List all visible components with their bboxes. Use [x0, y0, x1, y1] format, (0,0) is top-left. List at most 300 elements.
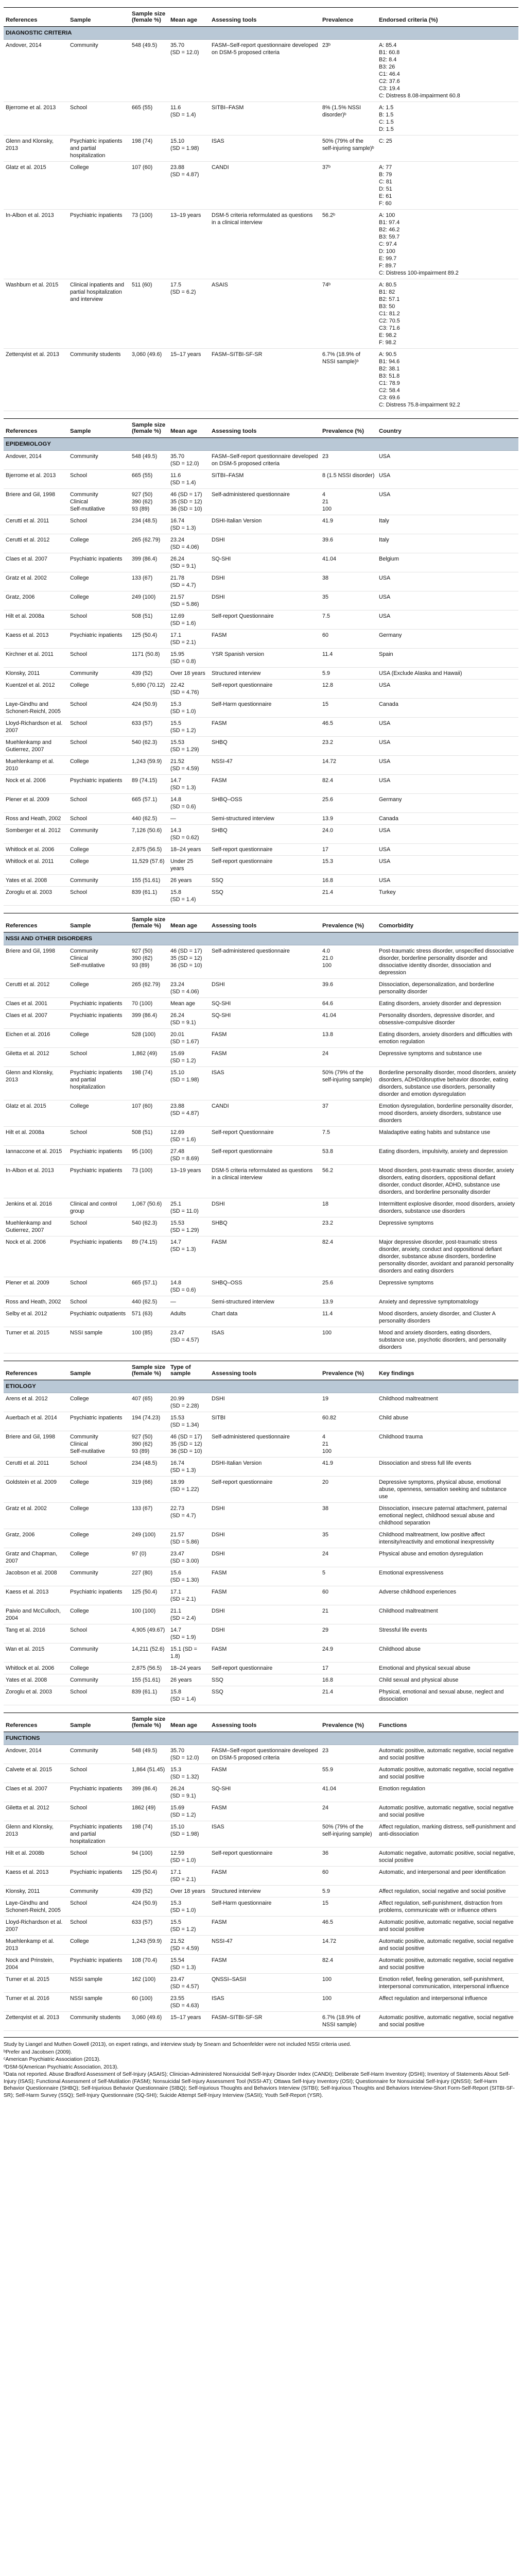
column-header: References	[4, 1361, 68, 1380]
table-cell: Bjerrome et al. 2013	[4, 470, 68, 489]
table-cell: 13.9	[320, 813, 377, 825]
table-cell: Turner et al. 2016	[4, 1993, 68, 2012]
table-cell: Clinical inpatients and partial hospitalization and interview	[68, 279, 130, 349]
table-cell: Psychiatric inpatients	[68, 1236, 130, 1277]
table-cell: Gratz, 2006	[4, 1529, 68, 1548]
footnote-line: Study by Liangel and Muthen Gowell (2013), on expert ratings, and interview study by Snearn and Schoenfelder were not included NSSI criteria used.	[4, 2042, 352, 2047]
table-cell: Mood disorders, anxiety disorder, and Cluster A personality disorders	[377, 1308, 518, 1327]
column-header: Mean age	[168, 1713, 210, 1732]
table-cell: Muehlenkamp et al. 2010	[4, 756, 68, 775]
table-cell: FASM	[210, 1236, 320, 1277]
column-header: Prevalence (%)	[320, 913, 377, 933]
table-cell: 107 (60)	[130, 162, 168, 210]
table-cell: 56.2	[320, 1165, 377, 1198]
column-header: Mean age	[168, 419, 210, 438]
table-cell: 1,067 (50.6)	[130, 1198, 168, 1217]
table-cell: USA	[377, 756, 518, 775]
header-row	[4, 8, 518, 27]
table-cell: College	[68, 1605, 130, 1624]
table-cell: DSHI-Italian Version	[210, 1458, 320, 1477]
table-cell: 439 (52)	[130, 1886, 168, 1897]
table-cell: FASM–SITBI-SF-SR	[210, 2012, 320, 2031]
table-cell: Community students	[68, 2012, 130, 2031]
table-cell: FASM	[210, 1802, 320, 1821]
column-header: Country	[377, 419, 518, 438]
table-row	[4, 998, 518, 1010]
table-cell: 14.72	[320, 756, 377, 775]
table-row	[4, 856, 518, 875]
table-cell: 439 (52)	[130, 668, 168, 680]
table-row	[4, 279, 518, 349]
table-cell: USA	[377, 718, 518, 737]
table-cell: 15.95 (SD = 0.8)	[168, 649, 210, 668]
table-row	[4, 1458, 518, 1477]
table-row	[4, 1100, 518, 1127]
table-cell: Psychiatric inpatients	[68, 1783, 130, 1802]
table-row	[4, 887, 518, 906]
table-cell: 11.6 (SD = 1.4)	[168, 470, 210, 489]
table-row	[4, 102, 518, 135]
table-cell: Claes et al. 2007	[4, 1783, 68, 1802]
table-cell: 24	[320, 1048, 377, 1067]
table-cell: 16.8	[320, 875, 377, 887]
table-cell: FASM	[210, 1029, 320, 1048]
table-cell: School	[68, 1127, 130, 1146]
table-cell: 46.5	[320, 1917, 377, 1936]
table-row	[4, 775, 518, 794]
table-cell: 64.6	[320, 998, 377, 1010]
table-cell: 15.6 (SD = 1.30)	[168, 1567, 210, 1586]
table-cell: 35	[320, 1529, 377, 1548]
table-cell: 35.70 (SD = 12.0)	[168, 1745, 210, 1764]
table-cell: Kirchner et al. 2011	[4, 649, 68, 668]
table-cell: FASM	[210, 1586, 320, 1605]
table-row	[4, 1431, 518, 1458]
table-cell: College	[68, 1503, 130, 1529]
table-cell: 12.69 (SD = 1.6)	[168, 1127, 210, 1146]
table-cell: Tang et al. 2016	[4, 1624, 68, 1643]
table-cell: 2,875 (56.5)	[130, 844, 168, 856]
table-cell: School	[68, 1917, 130, 1936]
table-cell: 7.5	[320, 611, 377, 630]
table-cell: 14.7 (SD = 1.9)	[168, 1624, 210, 1643]
table-cell: 108 (70.4)	[130, 1955, 168, 1974]
table-cell: 41.04	[320, 1010, 377, 1029]
table-cell: 15.3 (SD = 1.0)	[168, 699, 210, 718]
table-cell: College	[68, 1529, 130, 1548]
table-cell: Kaess et al. 2013	[4, 1867, 68, 1886]
table-cell: 100 (85)	[130, 1327, 168, 1353]
table-cell: 155 (51.61)	[130, 1674, 168, 1686]
table-row	[4, 680, 518, 699]
table-cell: 12.8	[320, 680, 377, 699]
table-cell: FASM–Self-report questionnaire developed on DSM-5 proposed criteria	[210, 40, 320, 102]
table-cell: 15.54 (SD = 1.3)	[168, 1955, 210, 1974]
table-cell: Self-report questionnaire	[210, 1146, 320, 1165]
table-cell: 198 (74)	[130, 135, 168, 162]
table-cell: Community students	[68, 349, 130, 411]
table-row	[4, 1886, 518, 1897]
column-header: Prevalence (%)	[320, 419, 377, 438]
table-row	[4, 210, 518, 279]
table-cell: A: 90.5 B1: 94.6 B2: 38.1 B3: 51.8 C1: 78.9 C2: 58.4 C3: 69.6 C: Distress 75.8-impairment 92.2	[377, 349, 518, 411]
table-cell: A: 100 B1: 97.4 B2: 46.2 B3: 59.7 C: 97.4 D: 100 E: 99.7 F: 89.7 C: Distress 100-impairment 89.2	[377, 210, 518, 279]
table-row	[4, 794, 518, 813]
table-row	[4, 1605, 518, 1624]
table-cell: Eichen et al. 2016	[4, 1029, 68, 1048]
table-cell: Psychiatric inpatients	[68, 998, 130, 1010]
table-cell: 23ᵇ	[320, 40, 377, 102]
table-cell: College	[68, 572, 130, 591]
table-cell: Zoroglu et al. 2003	[4, 1686, 68, 1705]
table-cell: FASM–SITBI-SF-SR	[210, 349, 320, 411]
table-cell: Ross and Heath, 2002	[4, 813, 68, 825]
header-row	[4, 913, 518, 933]
table-cell: Dissociation and stress full life events	[377, 1458, 518, 1477]
table-cell: Self-report questionnaire	[210, 856, 320, 875]
table-row	[4, 1917, 518, 1936]
table-row	[4, 1010, 518, 1029]
table-cell: SHBQ	[210, 1217, 320, 1236]
table-cell: 399 (86.4)	[130, 1010, 168, 1029]
table-cell: Zoroglu et al. 2003	[4, 887, 68, 906]
table-cell: 15	[320, 699, 377, 718]
table-cell: USA	[377, 825, 518, 844]
table-cell: Jacobson et al. 2008	[4, 1567, 68, 1586]
table-cell: 25.6	[320, 1277, 377, 1296]
table-cell: Hilt et al. 2008a	[4, 611, 68, 630]
table-cell: USA	[377, 451, 518, 470]
table-cell: 234 (48.5)	[130, 1458, 168, 1477]
table-cell: 100	[320, 1974, 377, 1993]
table-cell: DSHI	[210, 1605, 320, 1624]
table-row	[4, 572, 518, 591]
table-cell: 6.7% (18.9% of NSSI sample)	[320, 2012, 377, 2031]
table-cell: Structured interview	[210, 668, 320, 680]
table-cell: Emotion relief, feeling generation, self-punishment, interpersonal communication, interpersonal influence	[377, 1974, 518, 1993]
table-cell: Yates et al. 2008	[4, 875, 68, 887]
table-cell: 14.7 (SD = 1.3)	[168, 775, 210, 794]
table-cell: School	[68, 718, 130, 737]
table-cell: 13.8	[320, 1029, 377, 1048]
table-cell: 265 (62.79)	[130, 979, 168, 998]
table-cell: 1,864 (51.45)	[130, 1764, 168, 1783]
table-cell: Kaess et al. 2013	[4, 630, 68, 649]
table-cell: 17.1 (SD = 2.1)	[168, 630, 210, 649]
table-cell: Automatic positive, automatic negative, social negative and social positive	[377, 1955, 518, 1974]
table-cell: SQ-SHI	[210, 1010, 320, 1029]
table-cell: 21.1 (SD = 2.4)	[168, 1605, 210, 1624]
table-cell: Borderline personality disorder, mood disorders, anxiety disorders, ADHD/disruptive behavior disorder, eating disorders, substance use disorders, personality disorder and emotion dysregulation	[377, 1067, 518, 1100]
table-cell: Italy	[377, 515, 518, 534]
table-row	[4, 945, 518, 979]
table-cell: School	[68, 794, 130, 813]
table-cell: 665 (55)	[130, 102, 168, 135]
results-table-page	[4, 7, 518, 2099]
table-cell: 155 (51.61)	[130, 875, 168, 887]
table-cell: Kuentzel et al. 2012	[4, 680, 68, 699]
table-cell: School	[68, 1897, 130, 1917]
table-cell: Depressive symptoms	[377, 1217, 518, 1236]
table-cell: CANDI	[210, 162, 320, 210]
table-cell: Psychiatric inpatients	[68, 1146, 130, 1165]
table-cell: ASAIS	[210, 279, 320, 349]
table-cell: 227 (80)	[130, 1567, 168, 1586]
table-cell: 70 (100)	[130, 998, 168, 1010]
table-cell: 21.52 (SD = 4.59)	[168, 756, 210, 775]
table-cell: Affect regulation and interpersonal influence	[377, 1993, 518, 2012]
table-cell: Personality disorders, depressive disorder, and obsessive-compulsive disorder	[377, 1010, 518, 1029]
table-cell: 15.69 (SD = 1.2)	[168, 1802, 210, 1821]
table-cell: 17.1 (SD = 2.1)	[168, 1586, 210, 1605]
table-cell: School	[68, 699, 130, 718]
table-cell: Community	[68, 451, 130, 470]
table-cell: Depressive symptoms	[377, 1277, 518, 1296]
footnote-line: ᵈDSM-5(American Psychiatric Association, 2013).	[4, 2064, 118, 2070]
column-header: Sample size (female %)	[130, 1361, 168, 1380]
table-cell: 23	[320, 1745, 377, 1764]
table-cell: 26.24 (SD = 9.1)	[168, 1010, 210, 1029]
table-section-etio	[4, 1361, 518, 1705]
table-cell: 571 (63)	[130, 1308, 168, 1327]
table-cell: 16.74 (SD = 1.3)	[168, 1458, 210, 1477]
table-cell: FASM–Self-report questionnaire developed on DSM-5 proposed criteria	[210, 451, 320, 470]
table-cell: 35.70 (SD = 12.0)	[168, 40, 210, 102]
table-cell: Psychiatric inpatients	[68, 1955, 130, 1974]
table-cell: USA	[377, 611, 518, 630]
table-cell: 60	[320, 1867, 377, 1886]
section-title: DIAGNOSTIC CRITERIA	[4, 27, 518, 40]
table-cell: SSQ	[210, 875, 320, 887]
table-cell: Briere and Gil, 1998	[4, 945, 68, 979]
table-cell: 249 (100)	[130, 1529, 168, 1548]
table-cell: 46.5	[320, 718, 377, 737]
table-cell: SITBI	[210, 1412, 320, 1431]
table-cell: Cerutti et al. 2012	[4, 979, 68, 998]
table-cell: College	[68, 1663, 130, 1674]
table-cell: Selby et al. 2012	[4, 1308, 68, 1327]
table-cell: DSHI	[210, 979, 320, 998]
column-header: Assessing tools	[210, 913, 320, 933]
table-cell: 19	[320, 1393, 377, 1412]
column-header: Sample size (female %)	[130, 419, 168, 438]
table-cell: 14.72	[320, 1936, 377, 1955]
table-cell: FASM	[210, 1643, 320, 1663]
table-row	[4, 1327, 518, 1353]
table-cell: 18	[320, 1198, 377, 1217]
table-cell: 194 (74.23)	[130, 1412, 168, 1431]
table-row	[4, 1897, 518, 1917]
table-cell: Automatic positive, automatic negative, social negative and social positive	[377, 1936, 518, 1955]
table-cell: Klonsky, 2011	[4, 1886, 68, 1897]
table-cell: 24.0	[320, 825, 377, 844]
table-row	[4, 1198, 518, 1217]
section-band	[4, 438, 518, 451]
table-cell: College	[68, 756, 130, 775]
table-cell: School	[68, 1277, 130, 1296]
table-cell: In-Albon et al. 2013	[4, 1165, 68, 1198]
table-cell: 15.8 (SD = 1.4)	[168, 887, 210, 906]
table-cell: 839 (61.1)	[130, 887, 168, 906]
table-row	[4, 1277, 518, 1296]
table-cell: 82.4	[320, 1236, 377, 1277]
table-cell: 8% (1.5% NSSI disorder)ᵇ	[320, 102, 377, 135]
table-cell: 11.6 (SD = 1.4)	[168, 102, 210, 135]
table-cell: 1,862 (49)	[130, 1048, 168, 1067]
column-header: Functions	[377, 1713, 518, 1732]
section-title: EPIDEMIOLOGY	[4, 438, 518, 451]
table-cell: College	[68, 844, 130, 856]
table-cell: Community	[68, 668, 130, 680]
table-cell: —	[168, 813, 210, 825]
column-header: Endorsed criteria (%)	[377, 8, 518, 27]
table-cell: Andover, 2014	[4, 40, 68, 102]
table-cell: 424 (50.9)	[130, 1897, 168, 1917]
table-cell: USA	[377, 856, 518, 875]
table-cell: College	[68, 1548, 130, 1567]
table-cell: 26 years	[168, 1674, 210, 1686]
table-cell: 15.10 (SD = 1.98)	[168, 1067, 210, 1100]
table-cell: Post-traumatic stress disorder, unspecified dissociative disorder, borderline personality disorder and dissociative identity disorder, dissociation and depression	[377, 945, 518, 979]
table-cell: Gratz, 2006	[4, 591, 68, 611]
table-cell: School	[68, 1848, 130, 1867]
table-cell: 89 (74.15)	[130, 775, 168, 794]
footnote-line: ᵇPrefer and Jacobsen (2009).	[4, 2049, 72, 2055]
table-row	[4, 1643, 518, 1663]
table-cell: Psychiatric inpatients and partial hospitalization	[68, 135, 130, 162]
table-cell: Semi-structured interview	[210, 813, 320, 825]
table-cell: Community Clinical Self-mutilative	[68, 489, 130, 515]
table-cell: 4,905 (49.67)	[130, 1624, 168, 1643]
table-cell: NSSI sample	[68, 1974, 130, 1993]
table-cell: Glenn and Klonsky, 2013	[4, 1821, 68, 1848]
table-cell: 74ᵇ	[320, 279, 377, 349]
table-cell: Kaess et al. 2013	[4, 1586, 68, 1605]
table-cell: Plener et al. 2009	[4, 794, 68, 813]
table-cell: YSR Spanish version	[210, 649, 320, 668]
table-cell: 23.24 (SD = 4.06)	[168, 534, 210, 553]
table-row	[4, 1974, 518, 1993]
table-cell: SHBQ	[210, 737, 320, 756]
column-header: Type of sample	[168, 1361, 210, 1380]
table-cell: FASM	[210, 1917, 320, 1936]
table-cell: Canada	[377, 813, 518, 825]
table-cell: Zetterqvist et al. 2013	[4, 2012, 68, 2031]
table-cell: College	[68, 1029, 130, 1048]
table-section-func	[4, 1713, 518, 2031]
table-cell: School	[68, 1048, 130, 1067]
table-cell: 15.53 (SD = 1.29)	[168, 1217, 210, 1236]
table-cell: 1171 (50.8)	[130, 649, 168, 668]
table-row	[4, 1296, 518, 1308]
table-cell: Turner et al. 2015	[4, 1327, 68, 1353]
table-cell: 133 (67)	[130, 572, 168, 591]
table-cell: 14,211 (52.6)	[130, 1643, 168, 1663]
table-cell: 15.5 (SD = 1.2)	[168, 718, 210, 737]
table-cell: 37ᵇ	[320, 162, 377, 210]
table-cell: Mood disorders, post-traumatic stress disorder, anxiety disorders, eating disorders, oppositional defiant disorder, conduct disorder, ADHD, substance use disorders, and borderline personality disorder	[377, 1165, 518, 1198]
table-cell: 16.8	[320, 1674, 377, 1686]
table-cell: 39.6	[320, 534, 377, 553]
table-cell: 540 (62.3)	[130, 1217, 168, 1236]
table-cell: School	[68, 813, 130, 825]
table-cell: 5	[320, 1567, 377, 1586]
table-cell: Depressive symptoms, physical abuse, emotional abuse, openness, sensation seeking and substance use	[377, 1477, 518, 1503]
section-band	[4, 1732, 518, 1745]
table-cell: FASM	[210, 1764, 320, 1783]
table-cell: 15.69 (SD = 1.2)	[168, 1048, 210, 1067]
table-cell: 23.47 (SD = 3.00)	[168, 1548, 210, 1567]
table-cell: Self-Harm questionnaire	[210, 1897, 320, 1917]
table-cell: Emotion dysregulation, borderline personality disorder, mood disorders, anxiety disorders, substance use disorders	[377, 1100, 518, 1127]
table-cell: QNSSI–SASII	[210, 1974, 320, 1993]
table-section-nssi	[4, 913, 518, 1353]
column-header: Sample	[68, 1361, 130, 1380]
table-cell: Self-administered questionnaire	[210, 489, 320, 515]
table-cell: NSSI-47	[210, 756, 320, 775]
table-row	[4, 1503, 518, 1529]
table-cell: Italy	[377, 534, 518, 553]
table-cell: Community	[68, 1567, 130, 1586]
table-cell: SITBI–FASM	[210, 470, 320, 489]
table-cell: 21.4	[320, 1686, 377, 1705]
table-cell: 23.55 (SD = 4.63)	[168, 1993, 210, 2012]
table-cell: Self-Harm questionnaire	[210, 699, 320, 718]
table-cell: USA	[377, 737, 518, 756]
table-cell: Germany	[377, 794, 518, 813]
table-cell: 55.9	[320, 1764, 377, 1783]
table-row	[4, 349, 518, 411]
table-cell: 424 (50.9)	[130, 699, 168, 718]
table-cell: 20.01 (SD = 1.67)	[168, 1029, 210, 1048]
table-cell: Paivio and McCulloch, 2004	[4, 1605, 68, 1624]
table-cell: Self-administered questionnaire	[210, 1431, 320, 1458]
table-row	[4, 611, 518, 630]
column-header: Sample	[68, 1713, 130, 1732]
table-cell: 21.4	[320, 887, 377, 906]
table-cell: Physical abuse and emotion dysregulation	[377, 1548, 518, 1567]
table-cell: Psychiatric inpatients	[68, 1867, 130, 1886]
table-cell: Eating disorders, anxiety disorder and depression	[377, 998, 518, 1010]
column-header: Sample size (female %)	[130, 1713, 168, 1732]
table-cell: 511 (60)	[130, 279, 168, 349]
table-cell: FASM	[210, 1567, 320, 1586]
table-cell: Lloyd-Richardson et al. 2007	[4, 718, 68, 737]
table-cell: 94 (100)	[130, 1848, 168, 1867]
table-cell: 18.99 (SD = 1.22)	[168, 1477, 210, 1503]
table-cell: 198 (74)	[130, 1821, 168, 1848]
table-cell: College	[68, 1936, 130, 1955]
table-cell: Child abuse	[377, 1412, 518, 1431]
table-cell: 20.99 (SD = 2.28)	[168, 1393, 210, 1412]
table-cell: 440 (62.5)	[130, 813, 168, 825]
table-cell: 21	[320, 1605, 377, 1624]
table-row	[4, 1867, 518, 1886]
table-cell: 41.04	[320, 553, 377, 572]
table-cell: College	[68, 534, 130, 553]
column-header: Comorbidity	[377, 913, 518, 933]
table-cell: 633 (57)	[130, 718, 168, 737]
table-cell: 26.24 (SD = 9.1)	[168, 553, 210, 572]
table-row	[4, 162, 518, 210]
table-cell: 198 (74)	[130, 1067, 168, 1100]
section-band	[4, 27, 518, 40]
table-cell: Emotional expressiveness	[377, 1567, 518, 1586]
table-cell: 5,690 (70.12)	[130, 680, 168, 699]
table-cell: Adverse childhood experiences	[377, 1586, 518, 1605]
table-cell: 14.8 (SD = 0.6)	[168, 794, 210, 813]
table-cell: School	[68, 887, 130, 906]
